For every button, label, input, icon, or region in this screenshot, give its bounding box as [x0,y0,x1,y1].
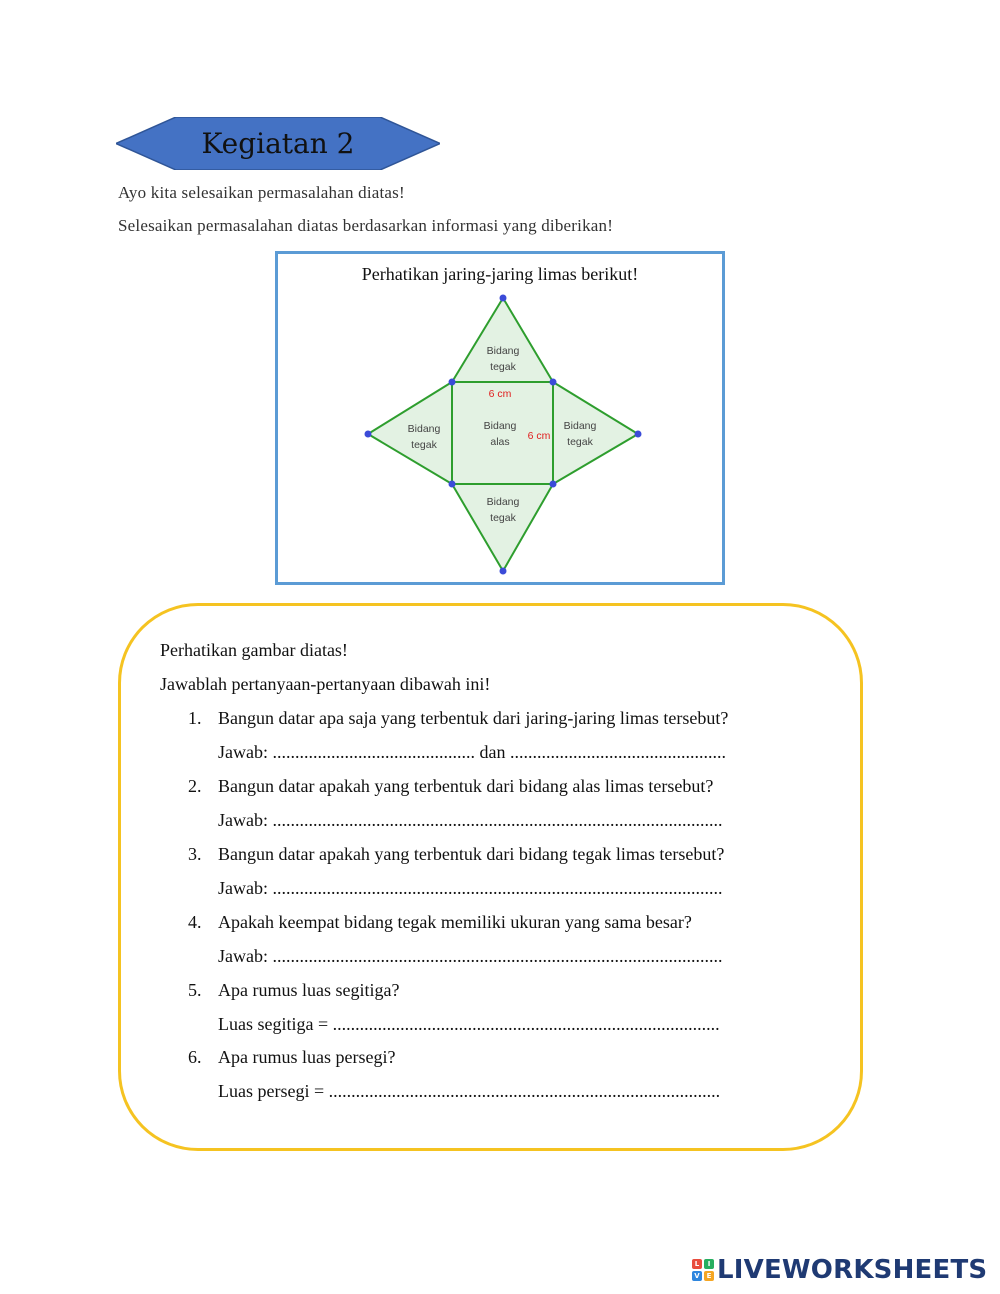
liveworksheets-logo [692,1252,987,1288]
label-top-1: Bidang [486,345,520,357]
answer-line-5[interactable]: Luas segitiga = ...................................................................................... [218,1014,720,1034]
label-top-2: tegak [490,361,516,373]
vertex-dot [635,431,642,438]
pyramid-net-diagram [278,254,722,582]
logo-block: E [704,1271,714,1281]
questions-intro-2: Jawablah pertanyaan-pertanyaan dibawah ini! [160,674,491,694]
page-title: Kegiatan 2 [201,127,355,160]
question-2: Bangun datar apakah yang terbentuk dari bidang alas limas tersebut? [218,776,714,796]
label-left-2: tegak [411,439,437,451]
question-number: 3. [188,844,202,864]
logo-mark-icon [692,1259,714,1281]
answer-line-2[interactable]: Jawab: .................................................................................................... [218,810,723,830]
answer-line-6[interactable]: Luas persegi = ....................................................................................... [218,1081,721,1101]
vertex-dot [365,431,372,438]
question-number: 2. [188,776,202,796]
vertex-dot [550,481,557,488]
label-right-2: tegak [567,436,593,448]
vertex-dot [500,295,507,302]
intro-line-2: Selesaikan permasalahan diatas berdasarkan informasi yang diberikan! [118,216,614,235]
question-3: Bangun datar apakah yang terbentuk dari bidang tegak limas tersebut? [218,844,725,864]
vertex-dot [550,379,557,386]
logo-block: I [704,1259,714,1269]
logo-block: V [692,1271,702,1281]
vertex-dot [500,568,507,575]
vertex-dot [449,481,456,488]
question-4: Apakah keempat bidang tegak memiliki ukuran yang sama besar? [218,912,692,932]
questions-intro-1: Perhatikan gambar diatas! [160,640,348,660]
measure-top: 6 cm [488,388,512,400]
label-left-1: Bidang [407,423,441,435]
figure-title: Perhatikan jaring-jaring limas berikut! [361,264,639,284]
question-number: 5. [188,980,202,1000]
question-6: Apa rumus luas persegi? [218,1047,396,1067]
label-bottom-1: Bidang [486,496,520,508]
question-number: 1. [188,708,202,728]
measure-right: 6 cm [527,430,551,442]
question-number: 6. [188,1047,202,1067]
answer-line-1[interactable]: Jawab: ............................................. dan ................................................ [218,742,726,762]
figure-frame [275,251,725,585]
logo-block: L [692,1259,702,1269]
question-5: Apa rumus luas segitiga? [218,980,400,1000]
answer-line-3[interactable]: Jawab: .................................................................................................... [218,878,723,898]
question-number: 4. [188,912,202,932]
answer-line-4[interactable]: Jawab: .................................................................................................... [218,946,723,966]
label-bottom-2: tegak [490,512,516,524]
label-center-1: Bidang [483,420,517,432]
label-center-2: alas [490,436,510,448]
logo-text: LIVEWORKSHEETS [717,1255,988,1285]
intro-line-1: Ayo kita selesaikan permasalahan diatas! [118,183,405,202]
label-right-1: Bidang [563,420,597,432]
question-1: Bangun datar apa saja yang terbentuk dari jaring-jaring limas tersebut? [218,708,729,728]
vertex-dot [449,379,456,386]
right-triangle [553,382,638,484]
